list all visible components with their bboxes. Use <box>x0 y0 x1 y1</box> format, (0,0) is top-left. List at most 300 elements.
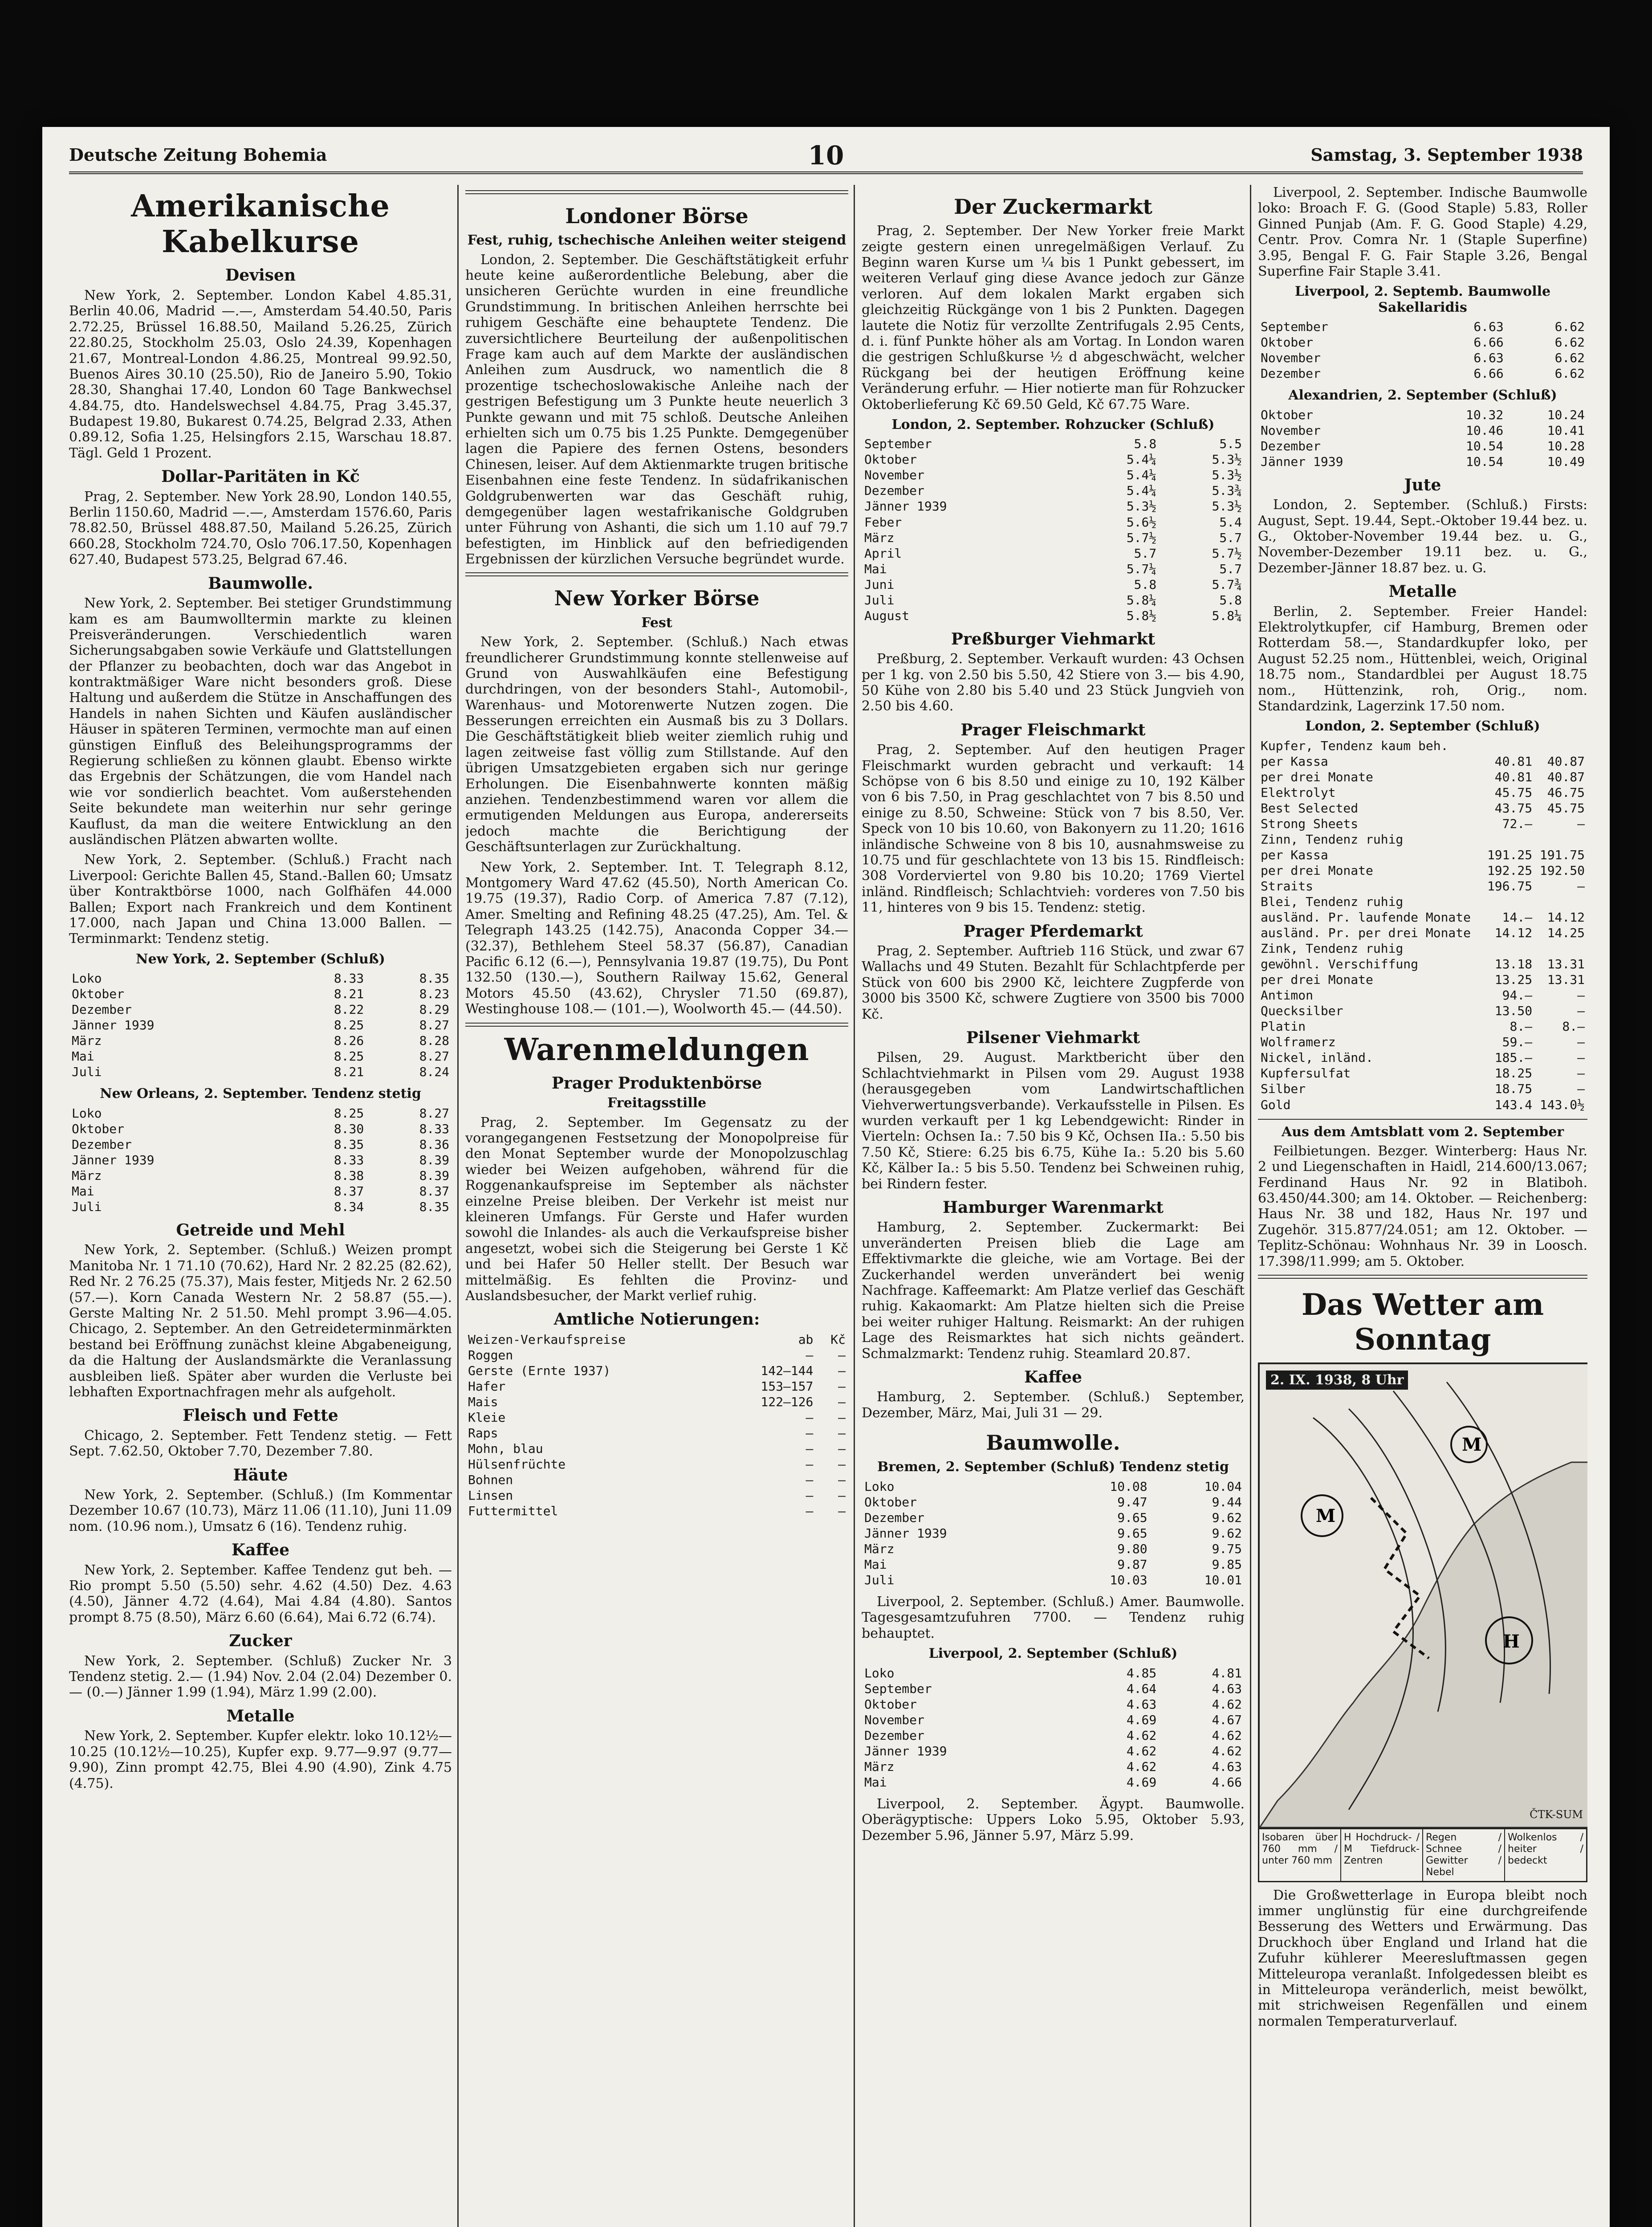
row-value: 8.35 <box>419 971 449 986</box>
row-value: 8.25 <box>334 1105 364 1121</box>
row-value: — <box>1577 1035 1585 1050</box>
row-value: 72.— <box>1502 816 1533 831</box>
row-label: Nickel, inländ. <box>1261 1050 1373 1065</box>
table-row <box>862 1697 1245 1712</box>
row-value <box>1535 738 1587 754</box>
table-row <box>1258 1019 1587 1034</box>
price-table <box>862 436 1245 623</box>
subsection-title: Prager Produktenbörse <box>551 1073 762 1093</box>
row-label: September <box>864 436 932 452</box>
article-text: Liverpool, 2. September. Ägypt. Baumwolle. Oberägyptische: Uppers Loko 5.95, Oktober 5.93, Dezember 5.96, Jänner 5.97, März 5.99. <box>862 1796 1245 1844</box>
table-row <box>862 561 1245 577</box>
weather-map <box>1258 1362 1587 1829</box>
row-label: November <box>864 468 924 483</box>
row-value <box>1482 738 1535 754</box>
row-value: 192.50 <box>1539 863 1585 878</box>
row-value: 6.66 <box>1473 335 1504 350</box>
price-table <box>862 1665 1245 1790</box>
divider <box>1258 1119 1587 1120</box>
row-label: Mais <box>468 1394 498 1409</box>
row-label: Mai <box>864 1557 887 1572</box>
row-value: 8.— <box>1562 1019 1585 1034</box>
page-header <box>69 140 1583 174</box>
row-value: 4.81 <box>1212 1665 1242 1680</box>
row-value: 5.3½ <box>1212 468 1242 483</box>
article-text: New York, 2. September. (Schluß.) Nach etwas freundlicherer Grundstimmung konnte stellenweise auf Grund von Auswahlkäufen eine Befestigung durchdringen, von der besonders Stahl-, Automobil-, Warenhaus- und Motorenwerte Nutzen zogen. Die Besserungen erreichten ein Ausmaß bis zu 3 Dollars. Die Geschäftstätigkeit blieb weiter ziemlich ruhig und lagen zeitweise fast völlig zum Stillstande. Auf den übrigen Umsatzgebieten ergaben sich nur geringe Erholungen. Die Eisenbahnwerte konnten mäßig anziehen. Tendenzbestimmend waren vor allem die ermutigenden Meldungen aus Europa, andererseits jedoch machte die Berichtigung der Geschäftsunterlagen zur Zurückhaltung. <box>465 634 848 855</box>
row-label: Mai <box>864 561 887 576</box>
row-label: Dezember <box>864 1728 924 1743</box>
row-value: 8.21 <box>334 1065 364 1080</box>
table-row <box>1258 941 1587 956</box>
row-value: 13.31 <box>1547 957 1585 972</box>
row-value: 9.75 <box>1212 1541 1242 1556</box>
subsection-title: Zucker <box>229 1632 292 1651</box>
row-value <box>1482 832 1535 847</box>
legend-item: Regen / Schnee / Gewitter / Nebel <box>1423 1829 1505 1881</box>
table-row <box>465 1347 848 1363</box>
row-label: Oktober <box>1261 407 1314 422</box>
row-value: — <box>1577 1050 1585 1065</box>
row-label: Dezember <box>1261 366 1321 381</box>
section-title: Londoner Börse <box>565 204 749 228</box>
table-row <box>862 1572 1245 1588</box>
row-value: 122—126 <box>761 1394 814 1409</box>
article-text: Feilbietungen. Bezger. Winterberg: Haus Nr. 2 und Liegenschaften in Haidl, 214.600/13.067; Ferdinand Haus Nr. 92 in Blatiboh. 63.450/44.300; am 14. Oktober. — Reichenberg: Haus Nr. 38 und 182, Haus Nr. 197 und Zugehör. 315.877/24.051; am 12. Oktober. — Teplitz-Schönau: Wohnhaus Nr. 39 in Loosch. 17.398/11.999; am 5. Oktober. <box>1258 1143 1587 1269</box>
table-row <box>862 514 1245 530</box>
row-label: Juli <box>72 1065 102 1080</box>
price-table <box>69 1105 452 1215</box>
article-text: Prag, 2. September. Der New Yorker freie Markt zeigte gestern einen unregelmäßigen Verlauf. Zu Beginn waren Kurse um ¼ bis 1 Punkt gebessert, im weiteren Verlauf ging diese Avance jedoch zur Gänze verloren. Auf dem lokalen Markt ergaben sich gleichzeitig Rückgänge von 1 bis 2 Punkten. Dagegen lautete die Notiz für verzollte Zentrifugals 2.95 Cents, d. i. fünf Punkte höher als am Vortag. In London waren die gestrigen Schlußkurse ½ d abgeschwächt, welcher Rückgang bei der heutigen Eröffnung keine Veränderung erfuhr. — Hier notierte man für Rohzucker Oktoberlieferung Kč 69.50 Geld, Kč 67.75 Ware. <box>862 223 1245 412</box>
row-value: — <box>806 1347 814 1362</box>
row-value: 8.33 <box>334 1152 364 1167</box>
table-row <box>862 1712 1245 1728</box>
page-number: 10 <box>808 140 844 171</box>
row-value: 5.7½ <box>1212 546 1242 561</box>
row-value: 59.— <box>1502 1035 1533 1050</box>
row-value: 4.62 <box>1212 1743 1242 1758</box>
row-value: — <box>1577 1003 1585 1019</box>
row-label: Roggen <box>468 1347 513 1362</box>
row-label: Futtermittel <box>468 1504 558 1519</box>
row-value: 8.37 <box>334 1183 364 1199</box>
row-value: 8.24 <box>419 1065 449 1080</box>
subsection-title: Getreide und Mehl <box>176 1220 345 1240</box>
row-label: März <box>72 1033 102 1048</box>
table-row <box>1258 1050 1587 1065</box>
row-value: 8.35 <box>419 1199 449 1214</box>
table-row <box>1258 910 1587 925</box>
table-row <box>862 498 1245 514</box>
table-row <box>465 1363 848 1379</box>
row-label: Raps <box>468 1425 498 1440</box>
table-row <box>69 1183 452 1199</box>
row-label: November <box>1261 351 1321 366</box>
row-label: Feber <box>864 514 902 530</box>
table-row <box>862 1525 1245 1541</box>
section-title: Amerikanische Kabelkurse <box>131 188 390 260</box>
row-value: 5.8 <box>1134 577 1157 592</box>
row-label: Jänner 1939 <box>72 1152 155 1167</box>
row-value <box>1535 941 1587 956</box>
table-row <box>69 1137 452 1152</box>
row-label: Dezember <box>72 1137 132 1152</box>
price-table <box>862 1479 1245 1588</box>
row-label: Juni <box>864 577 895 592</box>
row-value: 8.27 <box>419 1105 449 1121</box>
row-label: April <box>864 546 902 561</box>
table-row <box>862 483 1245 498</box>
row-label: ausländ. Pr. per drei Monate <box>1261 926 1471 941</box>
row-label: per drei Monate <box>1261 769 1373 784</box>
row-value: 14.— <box>1502 910 1533 925</box>
row-value: 8.35 <box>334 1137 364 1152</box>
row-value: 9.85 <box>1212 1557 1242 1572</box>
subsection-title: Kaffee <box>232 1541 289 1560</box>
article-text: New York, 2. September. Kaffee Tendenz gut beh. — Rio prompt 5.50 (5.50) sehr. 4.62 (4.50) Dez. 4.63 (4.50), Jänner 4.72 (4.64), Mai 4.84 (4.80). Santos prompt 8.75 (8.50), März 6.60 (6.64), Mai 6.72 (6.74). <box>69 1562 452 1625</box>
divider <box>1258 1275 1587 1279</box>
row-value: 6.62 <box>1554 319 1585 334</box>
article-text: London, 2. September. Die Geschäftstätigkeit erfuhr heute keine außerordentliche Belebung, aber die unsicheren Gerüchte wurden in eine freundliche Grundstimmung. In britischen Anleihen herrschte bei ruhigem Geschäfte eine behauptete Tendenz. Die zuversichtlichere Beurteilung der außenpolitischen Frage kam auch auf dem Markte der ausländischen Anleihen zum Ausdruck, wo namentlich die 8 prozentige tschechoslowakische Anleihe nach der gestrigen Befestigung um 3 Punkte heute neuerlich 3 Punkte gewann und mit 75 schloß. Deutsche Anleihen erhielten sich um 0.75 bis 1.25 Punkte. Demgegenüber lagen die Papiere des fernen Ostens, besonders Chinesen, leiser. Auf dem Aktienmarkte trugen britische Eisenbahnen eine feste Tendenz. In südafrikanischen Goldgrubenwerten war das Geschäft ruhig, demgegenüber lagen westafrikanische Goldgruben unter Führung von Ashanti, die sich um 1.10 auf 79.7 befestigten, im Hinblick auf den befriedigenden Ergebnissen der kürzlichen Versuche begründet wurde. <box>465 252 848 567</box>
row-value: 8.25 <box>334 1018 364 1033</box>
row-value: 14.12 <box>1494 926 1533 941</box>
row-value: 9.44 <box>1212 1494 1242 1509</box>
row-value: 8.22 <box>334 1002 364 1017</box>
row-value: 5.7 <box>1219 561 1242 576</box>
table-row <box>69 1199 452 1215</box>
row-value: 43.75 <box>1494 800 1533 816</box>
table-row <box>1258 350 1587 366</box>
row-value: — <box>806 1472 814 1488</box>
row-label: Elektrolyt <box>1261 785 1336 800</box>
row-value: 9.87 <box>1117 1557 1147 1572</box>
row-value: — <box>806 1425 814 1440</box>
article-text: New York, 2. September. Int. T. Telegraph 8.12, Montgomery Ward 47.62 (45.50), North American Co. 19.75 (19.37), Radio Corp. of America 7.87 (7.12), Amer. Smelting and Refining 48.25 (47.25), Am. Tel. & Telegraph 143.25 (142.75), Anaconda Copper 34.— (32.37), Bethlehem Steel 58.37 (56.87), Canadian Pacific 6.12 (6.—), Pennsylvania 19.87 (19.75), Du Pont 132.50 (130.—), Southern Railway 15.62, General Motors 45.50 (43.62), Chrysler 71.50 (69.87), Westinghouse 108.— (101.—), Woolworth 45.— (44.50). <box>465 859 848 1017</box>
row-label: Jänner 1939 <box>864 1525 947 1541</box>
row-label: Juli <box>864 1573 895 1587</box>
row-label: Hafer <box>468 1379 506 1394</box>
row-label: Straits <box>1261 879 1314 894</box>
row-label: Mohn, blau <box>468 1441 543 1456</box>
row-value: 40.87 <box>1547 754 1585 769</box>
row-value: ab <box>798 1332 814 1347</box>
table-row <box>862 608 1245 624</box>
row-label: gewöhnl. Verschiffung <box>1261 957 1419 972</box>
table-row <box>1258 769 1587 785</box>
row-value: 8.38 <box>334 1168 364 1183</box>
row-value: — <box>806 1457 814 1472</box>
row-value: — <box>838 1425 846 1440</box>
row-value: 10.54 <box>1465 438 1504 453</box>
row-value: 8.26 <box>334 1033 364 1048</box>
row-label: Mai <box>864 1774 887 1790</box>
row-value: 8.27 <box>419 1018 449 1033</box>
table-row <box>862 592 1245 608</box>
section-title: Baumwolle. <box>986 1431 1120 1455</box>
table-row <box>1258 1003 1587 1019</box>
row-value: 6.66 <box>1473 366 1504 381</box>
article-text: London, 2. September. (Schluß.) Firsts: August, Sept. 19.44, Sept.-Oktober 19.44 bez. u. G., Oktober-November 19.44 bez. u. G., November-Dezember 19.11 bez. u. G., Dezember-Jänner 18.87 bez. u. G. <box>1258 497 1587 576</box>
row-label: Gerste (Ernte 1937) <box>468 1363 611 1378</box>
row-value: 40.87 <box>1547 769 1585 784</box>
table-caption: London, 2. September. Rohzucker (Schluß) <box>891 416 1215 432</box>
row-value: 10.08 <box>1110 1479 1147 1494</box>
row-value: 153—157 <box>761 1379 814 1394</box>
price-table <box>69 971 452 1080</box>
row-value: 6.62 <box>1554 366 1585 381</box>
row-value: 4.85 <box>1126 1665 1157 1680</box>
row-value: 4.63 <box>1212 1681 1242 1696</box>
row-value: — <box>838 1472 846 1488</box>
row-value: — <box>838 1441 846 1456</box>
row-value: 5.8¼ <box>1212 608 1242 623</box>
row-value: 5.6½ <box>1126 514 1157 530</box>
table-row <box>69 1064 452 1080</box>
row-label: Linsen <box>468 1488 513 1503</box>
row-value: 8.21 <box>334 987 364 1002</box>
column-rule <box>457 185 459 2227</box>
divider <box>465 190 848 194</box>
table-row <box>1258 800 1587 816</box>
row-value: — <box>838 1394 846 1409</box>
row-label: Best Selected <box>1261 800 1359 816</box>
table-caption: Liverpool, 2. September (Schluß) <box>928 1646 1178 1662</box>
table-row <box>465 1441 848 1456</box>
row-label: Jänner 1939 <box>864 1743 947 1758</box>
row-label: per drei Monate <box>1261 972 1373 987</box>
article-text: Prag, 2. September. Im Gegensatz zu der vorangegangenen Festsetzung der Monopolpreise für den Monat September wurde der Monopolzuschlag wieder bei Weizen aufgehoben, während für die Roggenankaufspreise im September als nächster einzelne Preise bleiben. Der Verkehr ist meist nur kleineren Umfangs. Für Gerste und Hafer wurden sowohl die Inlandes- als auch die Verkaufspreise bisher angesetzt, wobei sich die Steigerung bei Gerste 1 Kč und bei Hafer 50 Heller stellt. Der Besuch war mittelmäßig. Es fehlten die Provinz- und Auslandsbesucher, der Markt verlief ruhig. <box>465 1114 848 1304</box>
subsection-title: Prager Pferdemarkt <box>963 922 1143 941</box>
section-lead: Fest <box>641 615 672 631</box>
row-label: März <box>864 1759 895 1774</box>
article-text: Hamburg, 2. September. Zuckermarkt: Bei unveränderten Preisen blieb die Lage am Effektivmarkte die gleiche, wie am Vortage. Bei der Zuckerhandel werden unverändert bei wenig Nachfrage. Kaffeemarkt: Am Platze verlief das Geschäft ruhig. Kakaomarkt: Am Platze hielten sich die Preise bei weiter ruhiger Haltung. Reismarkt: An der ruhigen Lage des Reismarktes hat sich nichts geändert. Schmalzmarkt: Tendenz ruhig. Steamlard 20.87. <box>862 1220 1245 1362</box>
legend-item: Wolkenlos / heiter / bedeckt <box>1508 1831 1583 1866</box>
table-caption: New Orleans, 2. September. Tendenz stetig <box>100 1086 421 1102</box>
row-value: 4.62 <box>1126 1759 1157 1774</box>
row-value: 191.75 <box>1539 848 1585 862</box>
row-value: — <box>838 1504 846 1519</box>
table-row <box>1258 1065 1587 1081</box>
table-row <box>862 577 1245 592</box>
legend-item: H Hochdruck- / M Tiefdruck-Zentren <box>1341 1829 1423 1881</box>
table-row <box>862 467 1245 483</box>
row-label: Kleie <box>468 1410 506 1425</box>
row-label: Weizen-Verkaufspreise <box>468 1332 626 1347</box>
row-label: Jänner 1939 <box>72 1018 155 1033</box>
newspaper-page <box>42 127 1610 2227</box>
row-value: 14.25 <box>1547 926 1585 941</box>
row-value: 4.67 <box>1212 1712 1242 1727</box>
row-value: 8.39 <box>419 1168 449 1183</box>
row-label: per Kassa <box>1261 754 1328 769</box>
table-row <box>862 1510 1245 1525</box>
row-value: — <box>838 1363 846 1378</box>
row-label: Oktober <box>1261 335 1314 350</box>
row-label: September <box>1261 319 1328 334</box>
table-row <box>862 436 1245 452</box>
row-value: 9.65 <box>1117 1525 1147 1541</box>
article-text: New York, 2. September. Kupfer elektr. loko 10.12½—10.25 (10.12½—10.25), Kupfer exp. 9.77—9.97 (9.77—9.90), Zinn prompt 42.75, Blei 4.90 (4.90), Zink 4.75 (4.75). <box>69 1728 452 1791</box>
price-table <box>1258 319 1587 381</box>
price-table <box>1258 738 1587 1113</box>
row-value: 9.62 <box>1212 1510 1242 1525</box>
row-value: 8.30 <box>334 1121 364 1136</box>
row-label: Oktober <box>72 987 125 1002</box>
row-value: 13.18 <box>1494 957 1533 972</box>
row-value: 196.75 <box>1487 879 1533 894</box>
row-label: September <box>864 1681 932 1696</box>
table-row <box>69 1033 452 1048</box>
section-lead: Freitagsstille <box>607 1095 707 1111</box>
table-row <box>465 1332 848 1347</box>
table-row <box>1258 878 1587 894</box>
row-label: Zinn, Tendenz ruhig <box>1261 832 1404 847</box>
table-row <box>1258 894 1587 910</box>
map-legend <box>1258 1829 1587 1882</box>
row-label: Kupfersulfat <box>1261 1066 1351 1081</box>
svg-text:M: M <box>1316 1505 1336 1526</box>
column-2 <box>465 185 848 2227</box>
row-label: März <box>864 1541 895 1556</box>
row-value: 4.69 <box>1126 1774 1157 1790</box>
row-value: 18.75 <box>1494 1081 1533 1097</box>
row-value: 185.— <box>1494 1050 1533 1065</box>
row-value: 4.63 <box>1212 1759 1242 1774</box>
row-value: 9.47 <box>1117 1494 1147 1509</box>
table-row <box>1258 816 1587 832</box>
table-row <box>862 1681 1245 1697</box>
table-row <box>465 1425 848 1441</box>
table-row <box>1258 863 1587 878</box>
row-value: 5.3½ <box>1212 499 1242 514</box>
table-row <box>1258 754 1587 769</box>
row-label: Oktober <box>72 1121 125 1136</box>
subsection-title: Metalle <box>1388 582 1457 601</box>
table-row <box>1258 832 1587 847</box>
divider <box>465 1023 848 1027</box>
table-row <box>862 1774 1245 1790</box>
article-text: Prag, 2. September. Auftrieb 116 Stück, und zwar 67 Wallachs und 49 Stuten. Bezahlt für Schlachtpferde per Stück von 600 bis 2900 Kč, leichtere Zugpferde von 3000 bis 3500 Kč, schwere Zugtiere von 3500 bis 7000 Kč. <box>862 943 1245 1022</box>
table-row <box>862 1494 1245 1510</box>
row-label: Loko <box>864 1479 895 1494</box>
article-text: Chicago, 2. September. Fett Tendenz stetig. — Fett Sept. 7.62.50, Oktober 7.70, Dezember 7.80. <box>69 1428 452 1460</box>
row-label: per Kassa <box>1261 848 1328 862</box>
row-value: 6.63 <box>1473 351 1504 366</box>
row-value: 5.4¼ <box>1126 452 1157 467</box>
row-value: 5.4 <box>1219 514 1242 530</box>
row-value: 8.36 <box>419 1137 449 1152</box>
table-row <box>69 971 452 986</box>
row-label: Hülsenfrüchte <box>468 1457 566 1472</box>
table-row <box>1258 956 1587 972</box>
row-value: 10.03 <box>1110 1573 1147 1587</box>
row-label: Gold <box>1261 1097 1291 1112</box>
subsection-title: Prager Fleischmarkt <box>960 720 1146 739</box>
row-value: 10.49 <box>1547 454 1585 469</box>
subsection-title: Dollar-Paritäten in Kč <box>161 467 360 486</box>
row-value: 4.62 <box>1212 1728 1242 1743</box>
article-text: New York, 2. September. London Kabel 4.85.31, Berlin 40.06, Madrid —.—, Amsterdam 54.40.50, Paris 2.72.25, Brüssel 16.88.50, Mailand 5.26.25, Zürich 22.80.25, Stockholm 25.03, Oslo 24.39, Kopenhagen 21.67, Montreal-London 4.86.25, Montreal 99.92.50, Buenos Aires 30.10 (25.50), Rio de Janeiro 5.90, Tokio 28.30, Shanghai 17.40, London 60 Tage Bankwechsel 4.84.75, dto. Handelswechsel 4.84.75, Prag 3.45.37, Budapest 19.80, Bukarest 0.74.25, Belgrad 2.33, Athen 0.89.12, Sofia 1.25, Helsingfors 2.15, Warschau 18.87. Tägl. Geld 1 Prozent. <box>69 287 452 461</box>
row-value <box>1482 894 1535 910</box>
row-label: Blei, Tendenz ruhig <box>1261 894 1404 910</box>
column-1 <box>69 185 452 2227</box>
table-row <box>1258 1034 1587 1050</box>
article-text: Hamburg, 2. September. (Schluß.) September, Dezember, März, Mai, Juli 31 — 29. <box>862 1389 1245 1421</box>
table-row <box>1258 847 1587 863</box>
row-label: Dezember <box>864 483 924 498</box>
column-4 <box>1258 185 1587 2227</box>
subsection-title: Häute <box>233 1465 288 1485</box>
row-value: — <box>806 1441 814 1456</box>
section-title: Warenmeldungen <box>504 1032 810 1068</box>
column-rule <box>854 185 855 2227</box>
table-row <box>862 1665 1245 1681</box>
row-value: 45.75 <box>1547 800 1585 816</box>
table-row <box>465 1379 848 1394</box>
divider <box>465 572 848 576</box>
table-row <box>862 1557 1245 1572</box>
table-row <box>1258 785 1587 800</box>
row-value: 9.65 <box>1117 1510 1147 1525</box>
row-value: — <box>838 1488 846 1503</box>
row-value: Kč <box>830 1332 846 1347</box>
subsection-title: Pilsener Viehmarkt <box>966 1028 1140 1047</box>
row-value <box>1482 941 1535 956</box>
subsection-title: Jute <box>1404 475 1441 494</box>
row-value: 4.64 <box>1126 1681 1157 1696</box>
row-label: März <box>72 1168 102 1183</box>
row-value: 192.25 <box>1487 863 1533 878</box>
subsection-title: Amtliche Notierungen: <box>553 1310 760 1329</box>
row-label: Antimon <box>1261 988 1314 1003</box>
row-value: 94.— <box>1502 988 1533 1003</box>
row-value: 5.7½ <box>1126 530 1157 545</box>
table-caption: Bremen, 2. September (Schluß) Tendenz stetig <box>877 1459 1229 1475</box>
table-row <box>862 1479 1245 1494</box>
row-value: 143.4 <box>1494 1097 1533 1112</box>
newspaper-name: Deutsche Zeitung Bohemia <box>69 145 327 165</box>
row-value: — <box>806 1504 814 1519</box>
row-label: Strong Sheets <box>1261 816 1359 831</box>
table-row <box>465 1503 848 1519</box>
table-row <box>1258 454 1587 469</box>
section-title: New Yorker Börse <box>554 586 760 611</box>
row-label: ausländ. Pr. laufende Monate <box>1261 910 1471 925</box>
row-value: 4.62 <box>1126 1743 1157 1758</box>
article-text: New York, 2. September. (Schluß.) (Im Kommentar Dezember 10.67 (10.73), März 11.06 (11.10), Juni 11.09 nom. (10.96 nom.), Umsatz 6 (16). Tendenz ruhig. <box>69 1487 452 1534</box>
table-row <box>69 1105 452 1121</box>
table-row <box>1258 334 1587 350</box>
row-label: Oktober <box>864 1697 917 1712</box>
price-table <box>465 1332 848 1519</box>
row-label: Wolframerz <box>1261 1035 1336 1050</box>
row-value <box>1535 832 1587 847</box>
column-3 <box>862 185 1245 2227</box>
article-text: Prag, 2. September. New York 28.90, London 140.55, Berlin 1150.60, Madrid —.—, Amsterdam 1576.60, Paris 78.82.50, Brüssel 488.87.50, Mailand 5.26.25, Zürich 660.28, Stockholm 724.70, Oslo 706.17.50, Kopenhagen 627.40, Budapest 573.25, Belgrad 67.46. <box>69 489 452 568</box>
row-value: 46.75 <box>1547 785 1585 800</box>
row-value: 13.25 <box>1494 972 1533 987</box>
row-value: — <box>1577 1081 1585 1097</box>
table-caption: Aus dem Amtsblatt vom 2. September <box>1281 1124 1564 1140</box>
row-label: November <box>1261 423 1321 438</box>
issue-date: Samstag, 3. September 1938 <box>1310 145 1583 165</box>
row-value: 18.25 <box>1494 1066 1533 1081</box>
row-label: Loko <box>72 1105 102 1121</box>
price-table <box>1258 407 1587 469</box>
table-row <box>1258 972 1587 987</box>
article-text: Preßburg, 2. September. Verkauft wurden: 43 Ochsen per 1 kg. von 2.50 bis 5.50, 42 Stiere von 3.— bis 4.90, 50 Kühe von 2.80 bis 5.40 und 23 Stück Jungvieh von 2.50 bis 4.60. <box>862 651 1245 714</box>
table-row <box>862 1541 1245 1557</box>
row-value: 5.7¾ <box>1212 577 1242 592</box>
